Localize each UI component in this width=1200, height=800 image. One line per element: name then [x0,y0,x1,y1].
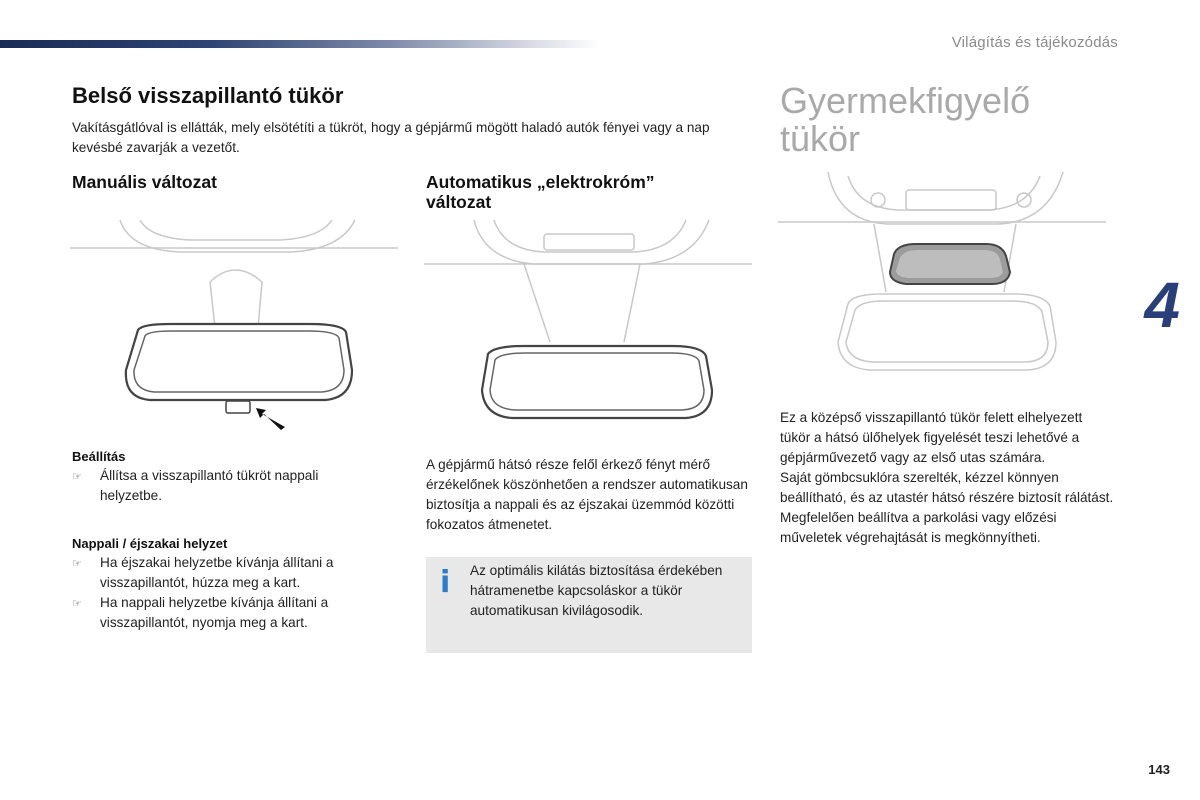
auto-heading-line1: Automatikus „elektrokróm” [426,172,655,192]
auto-body: A gépjármű hátsó része felől érkező fényt mérő érzékelőnek köszönhetően a rendszer automatikusan biztosítja a nappali és az éjszakai üzemmód közötti fokozatos átmenetet. [426,457,748,532]
daynight-lever [226,401,250,413]
manual-heading: Manuális változat [72,172,217,192]
adjust-heading: Beállítás [72,449,126,464]
daynight-list [72,553,372,633]
section-title: Világítás és tájékozódás [951,34,1118,51]
daynight-item-text: Ha éjszakai helyzetbe kívánja állítani a visszapillantót, húzza meg a kart. [100,555,334,590]
auto-heading [426,172,655,212]
child-mirror-title [780,82,1030,158]
roof-console [120,220,355,252]
console-button-right [1017,193,1031,207]
console-lamp [544,234,634,250]
page-number: 143 [1148,762,1170,777]
mirror-glass [134,331,344,392]
child-mirror-para1: Ez a középső visszapillantó tükör felett elhelyezett tükör a hátsó ülőhelyek figyelését teszi lehetővé a gépjárművezető vagy az első utas számára. [780,410,1083,465]
mirror-glass [490,353,704,410]
child-mirror-text [780,408,1115,548]
intro-paragraph: Vakításgátlóval is ellátták, mely elsötétíti a tükröt, hogy a gépjármű mögött haladó autók fényei vagy a nap kevésbé zavarják a vezetőt. [72,120,710,155]
chapter-number: 4 [1144,269,1180,341]
header-gradient-bar [0,40,600,48]
pointer-icon: ☞ [72,598,82,610]
pointer-icon: ☞ [72,558,82,570]
info-icon: i [440,565,451,600]
main-mirror-outline [838,294,1056,370]
list-item [72,593,372,633]
list-item [72,466,372,506]
daynight-item-text: Ha nappali helyzetbe kívánja állítani a visszapillantót, nyomja meg a kart. [100,595,329,630]
page-title: Belső visszapillantó tükör [72,83,344,108]
auto-mirror-illustration [424,220,754,435]
adjust-item-text: Állítsa a visszapillantó tükröt nappali helyzetbe. [100,468,319,503]
console-button-left [871,193,885,207]
pointer-icon: ☞ [72,471,82,483]
child-mirror-para2: Saját gömbcsuklóra szerelték, kézzel könnyen beállítható, és az utastér hátsó részére biztosít rálátást. [780,470,1114,505]
child-mirror-para3: Megfelelően beállítva a parkolási vagy előzési műveletek végrehajtását is megkönnyítheti. [780,510,1057,545]
list-item [72,553,372,593]
console-lamp [906,190,996,210]
daynight-heading: Nappali / éjszakai helyzet [72,536,228,551]
mirror-stem [210,270,262,328]
main-mirror-inner [846,301,1048,362]
manual-mirror-illustration [70,220,400,435]
child-mirror-illustration [778,172,1108,387]
child-mirror-title-line2: tükör [780,118,861,159]
adjust-list [72,466,372,506]
mirror-mount [524,264,640,342]
info-text: Az optimális kilátás biztosítása érdekében hátramenetbe kapcsoláskor a tükör automatikusan kivilágosodik. [470,563,723,618]
roof-console-inner [140,220,332,240]
child-mirror-glass [896,250,1003,278]
info-box [426,557,752,653]
auto-heading-line2: változat [426,192,492,212]
child-mirror-title-line1: Gyermekfigyelő [780,80,1031,121]
roof-console-inner [494,220,686,252]
arrow-icon [256,408,285,430]
